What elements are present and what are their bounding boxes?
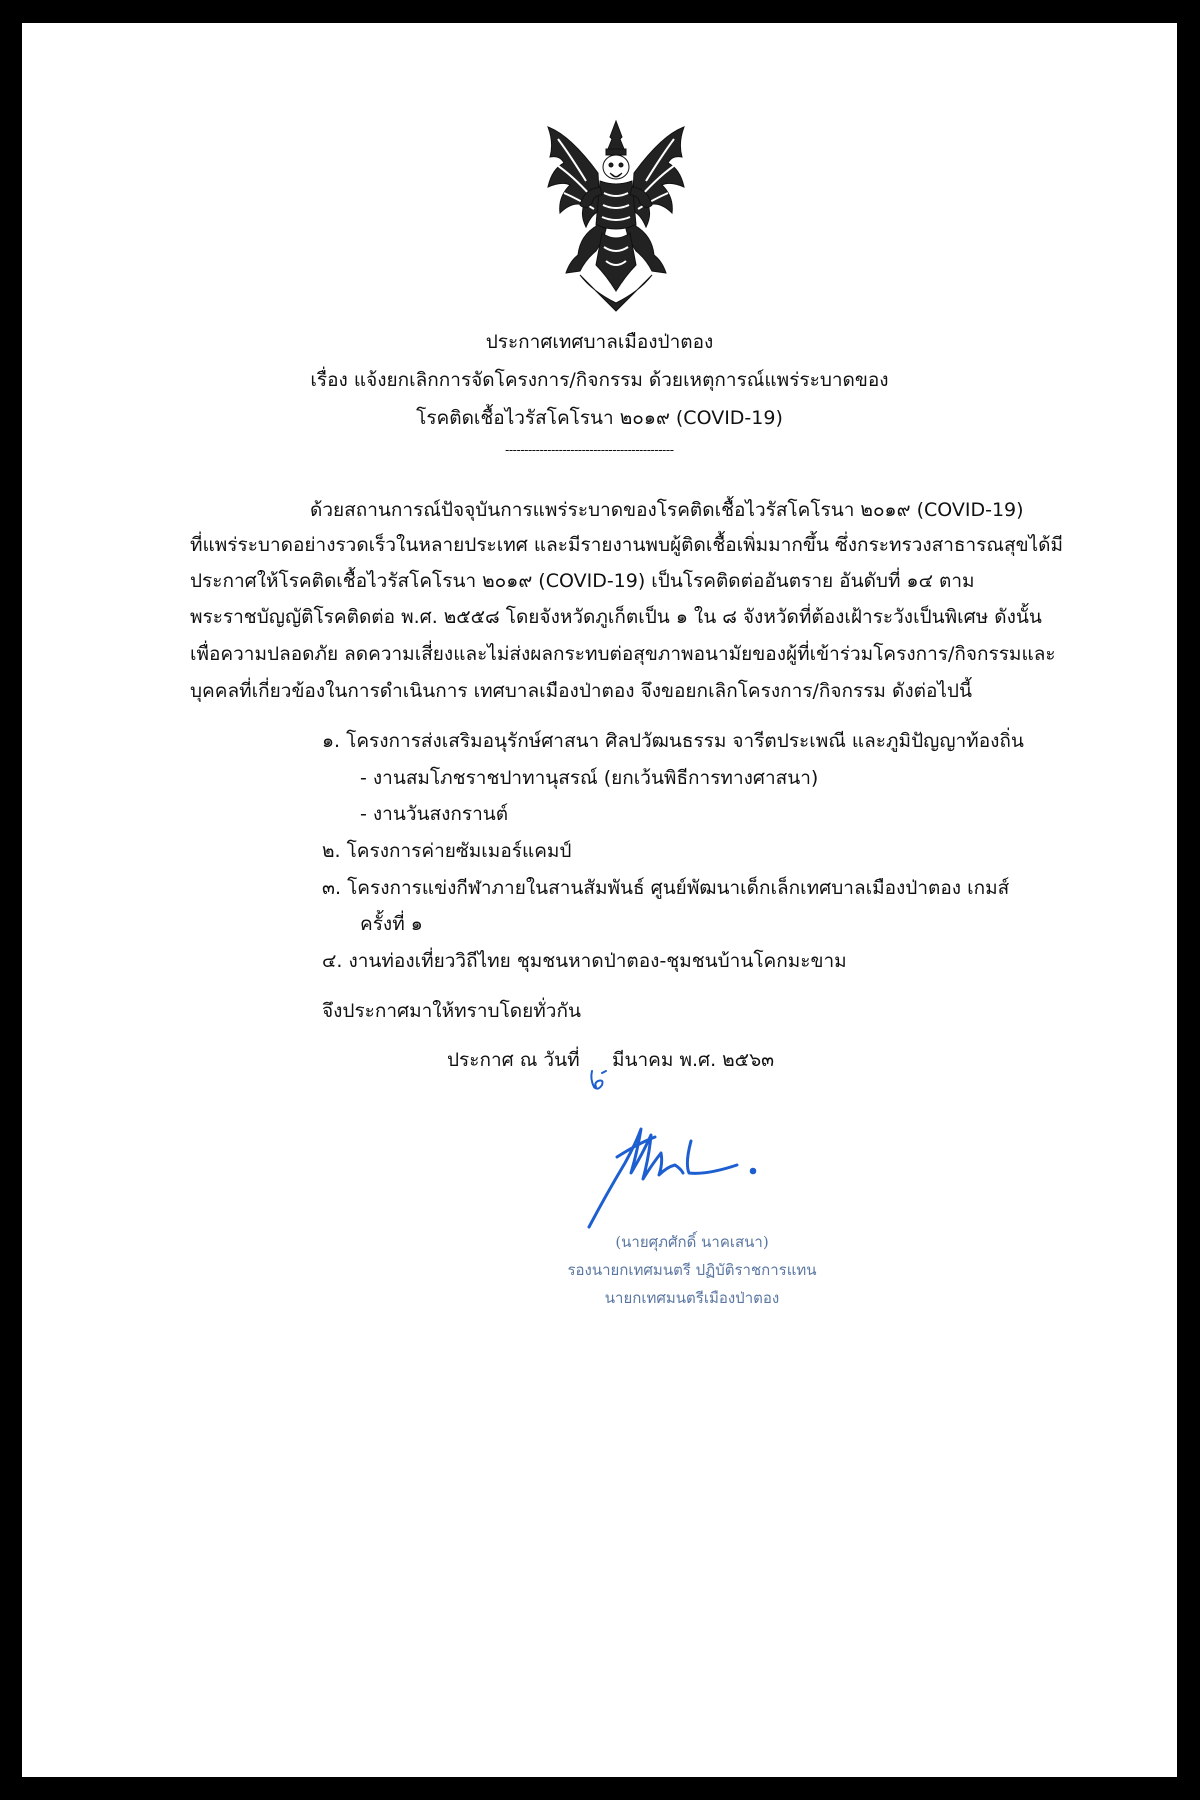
body-line-6: บุคคลที่เกี่ยวข้องในการดำเนินการ เทศบาลเมืองป่าตอง จึงขอยกเลิกโครงการ/กิจกรรม ดังต่อไปนี้ <box>190 680 972 702</box>
announcement-title: ประกาศเทศบาลเมืองป่าตอง <box>485 331 714 353</box>
announcement-subject: เรื่อง แจ้งยกเลิกการจัดโครงการ/กิจกรรม ด้วยเหตุการณ์แพร่ระบาดของ <box>310 369 889 391</box>
garuda-emblem-icon <box>540 115 692 315</box>
list-item: ๔. งานท่องเที่ยววิถีไทย ชุมชนหาดป่าตอง-ชุมชนบ้านโคกมะขาม <box>322 950 847 972</box>
title-block <box>22 323 1177 437</box>
body-line-3: ประกาศให้โรคติดเชื้อไวรัสโคโรนา ๒๐๑๙ (COVID-19) เป็นโรคติดต่ออันตราย อันดับที่ ๑๔ ตาม <box>190 570 975 592</box>
handwritten-day <box>588 1069 610 1093</box>
list-item: ๒. โครงการค่ายซัมเมอร์แคมป์ <box>322 840 572 862</box>
title-separator: -------------------------------------------- <box>505 443 674 457</box>
announcement-subject-continued: โรคติดเชื้อไวรัสโคโรนา ๒๐๑๙ (COVID-19) <box>416 407 783 429</box>
list-item: ๑. โครงการส่งเสริมอนุรักษ์ศาสนา ศิลปวัฒนธรรม จารีตประเพณี และภูมิปัญญาท้องถิ่น <box>322 730 1024 752</box>
signature-block <box>542 1228 842 1312</box>
body-line-5: เพื่อความปลอดภัย ลดความเสี่ยงและไม่ส่งผลกระทบต่อสุขภาพอนามัยของผู้ที่เข้าร่วมโครงการ/กิจกรรมและ <box>190 643 1056 665</box>
announcement-date-rest: มีนาคม พ.ศ. ๒๕๖๓ <box>612 1049 775 1071</box>
list-item: ๓. โครงการแข่งกีฬาภายในสานสัมพันธ์ ศูนย์พัฒนาเด็กเล็กเทศบาลเมืองป่าตอง เกมส์ <box>322 877 1010 899</box>
body-line-1: ด้วยสถานการณ์ปัจจุบันการแพร่ระบาดของโรคติดเชื้อไวรัสโคโรนา ๒๐๑๙ (COVID-19) <box>310 499 1024 521</box>
closing-statement: จึงประกาศมาให้ทราบโดยทั่วกัน <box>322 1000 581 1022</box>
list-item: - งานวันสงกรานต์ <box>360 803 509 825</box>
signatory-position-1: รองนายกเทศมนตรี ปฏิบัติราชการแทน <box>567 1261 817 1279</box>
handwritten-signature <box>587 1123 787 1233</box>
list-item: - งานสมโภชราชปาทานุสรณ์ (ยกเว้นพิธีการทางศาสนา) <box>360 767 819 789</box>
list-item: ครั้งที่ ๑ <box>360 913 423 935</box>
signatory-name: (นายศุภศักดิ์ นาคเสนา) <box>615 1233 769 1251</box>
announcement-date-prefix: ประกาศ ณ วันที่ <box>447 1049 580 1071</box>
signatory-position-2: นายกเทศมนตรีเมืองป่าตอง <box>604 1289 780 1307</box>
body-line-4: พระราชบัญญัติโรคติดต่อ พ.ศ. ๒๕๕๘ โดยจังหวัดภูเก็ตเป็น ๑ ใน ๘ จังหวัดที่ต้องเฝ้าระวังเป็นพิเศษ ดังนั้น <box>190 606 1042 628</box>
document-page <box>22 23 1177 1777</box>
body-line-2: ที่แพร่ระบาดอย่างรวดเร็วในหลายประเทศ และมีรายงานพบผู้ติดเชื้อเพิ่มมากขึ้น ซึ่งกระทรวงสาธารณสุขได้มี <box>190 534 1064 556</box>
